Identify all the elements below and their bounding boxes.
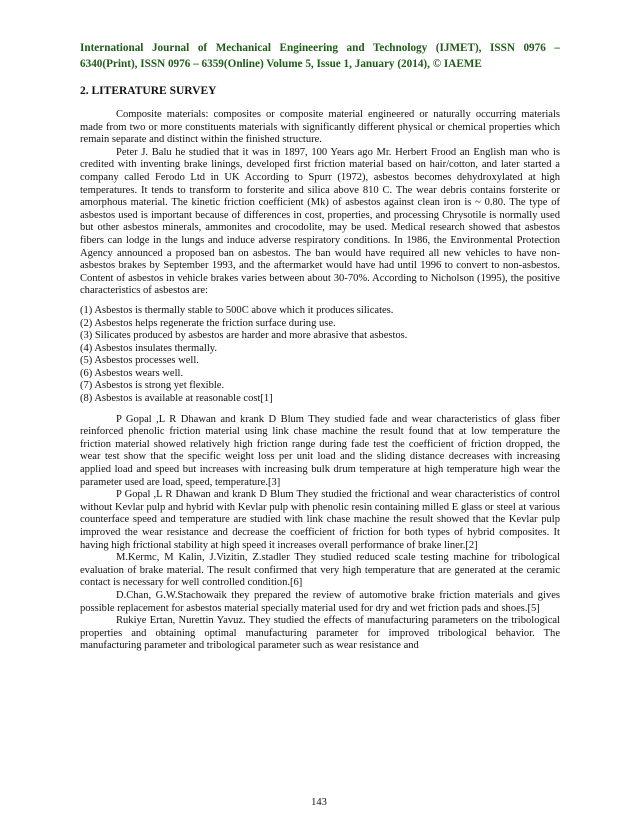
list-item: (1) Asbestos is thermally stable to 500C above which it produces silicates. [80, 304, 394, 316]
list-item: (8) Asbestos is available at reasonable cost[1] [80, 393, 273, 405]
paragraph-gopal-kevlar: P Gopal ,L R Dhawan and krank D Blum They studied the frictional and wear characteristics of control without Kevlar pulp and hybrid with Kevlar pulp with phenolic resin containing milled E glass or steel at various counterface speed and temperature are studied with link chase machine the result showed that the Kevlar pulp improved the wear resistance and decrease the coefficient of friction for both types of hybrid composites. It having high frictional stability at high speed it increases overall performance of brake liner.[2] [80, 489, 560, 551]
paragraph-gopal-fade: P Gopal ,L R Dhawan and krank D Blum They studied fade and wear characteristics of glass fiber reinforced phenolic friction material using link chase machine the result found that at low temperature the friction material showed relatively high friction range during fade test the coefficient of friction dropped, the wear test show that the specific weight loss per unit load and the sliding distance decreases with increasing applied load and speed but increases with increasing bulk drum temperature at high temperature high wear the parameter used are load, speed, temperature.[3] [80, 413, 560, 488]
list-item: (2) Asbestos helps regenerate the friction surface during use. [80, 317, 336, 329]
list-item: (7) Asbestos is strong yet flexible. [80, 380, 225, 392]
asbestos-characteristics-list [80, 305, 560, 406]
section-title: 2. LITERATURE SURVEY [80, 85, 217, 97]
paragraph-kermc: M.Kermc, M Kalin, J.Vizitin, Z.stadler They studied reduced scale testing machine for tribological evaluation of brake material. The result confirmed that very high temperature that are generated at the ceramic contact is necessary for well controlled condition.[6] [80, 552, 560, 589]
journal-header [80, 40, 560, 72]
paragraph-composites: Composite materials: composites or composite material engineered or naturally occurring materials made from two or more constituents materials with significantly different physical or chemical properties which remain separate and distinct within the finished structure. [80, 109, 560, 146]
journal-header-line-2: 6340(Print), ISSN 0976 – 6359(Online) Volume 5, Issue 1, January (2014), © IAEME [80, 58, 482, 70]
list-item: (5) Asbestos processes well. [80, 355, 199, 367]
page-number: 143 [311, 797, 327, 808]
paragraph-ertan: Rukiye Ertan, Nurettin Yavuz. They studied the effects of manufacturing parameters on the tribological properties and obtaining optimal manufacturing parameter for improved tribological behavior. The manufacturing parameter and tribological parameter such as wear resistance and [80, 615, 560, 652]
paragraph-balu: Peter J. Balu he studied that it was in 1897, 100 Years ago Mr. Herbert Frood an English man who is credited with inventing brake linings, developed first friction material based on hair/cotton, and later started a company called Ferodo Ltd in UK According to Spurr (1972), asbestos becomes dehydroxylated at high temperatures. It tends to transform to forsterite and silica above 810 C. The wear debris contains forsterite or amorphous material. The kinetic friction coefficient (Mk) of asbestos against clean iron is ~ 0.80. The type of asbestos used is important because of differences in cost, properties, and processing Chrysotile is normally used but other asbestos minerals, ammonites and crocodolite, may be used. Medical research showed that asbestos fibers can lodge in the lungs and induce adverse respiratory conditions. In 1986, the Environmental Protection Agency announced a proposed ban on asbestos. The ban would have required all new vehicles to have non-asbestos brakes by September 1993, and the aftermarket would have had until 1996 to convert to non-asbestos. Content of asbestos in vehicle brakes varies between about 30-70%. According to Nicholson (1995), the positive characteristics of asbestos are: [80, 146, 560, 297]
list-item: (3) Silicates produced by asbestos are harder and more abrasive that asbestos. [80, 330, 408, 342]
list-item: (6) Asbestos wears well. [80, 367, 184, 379]
paragraph-chan: D.Chan, G.W.Stachowaik they prepared the review of automotive brake friction materials and gives possible replacement for asbestos material specially material used for dry and wet friction pads and shoes.[5] [80, 589, 560, 614]
list-item: (4) Asbestos insulates thermally. [80, 342, 217, 354]
journal-header-line-1: International Journal of Mechanical Engineering and Technology (IJMET), ISSN 0976 – [80, 42, 560, 54]
article-body [80, 109, 560, 653]
